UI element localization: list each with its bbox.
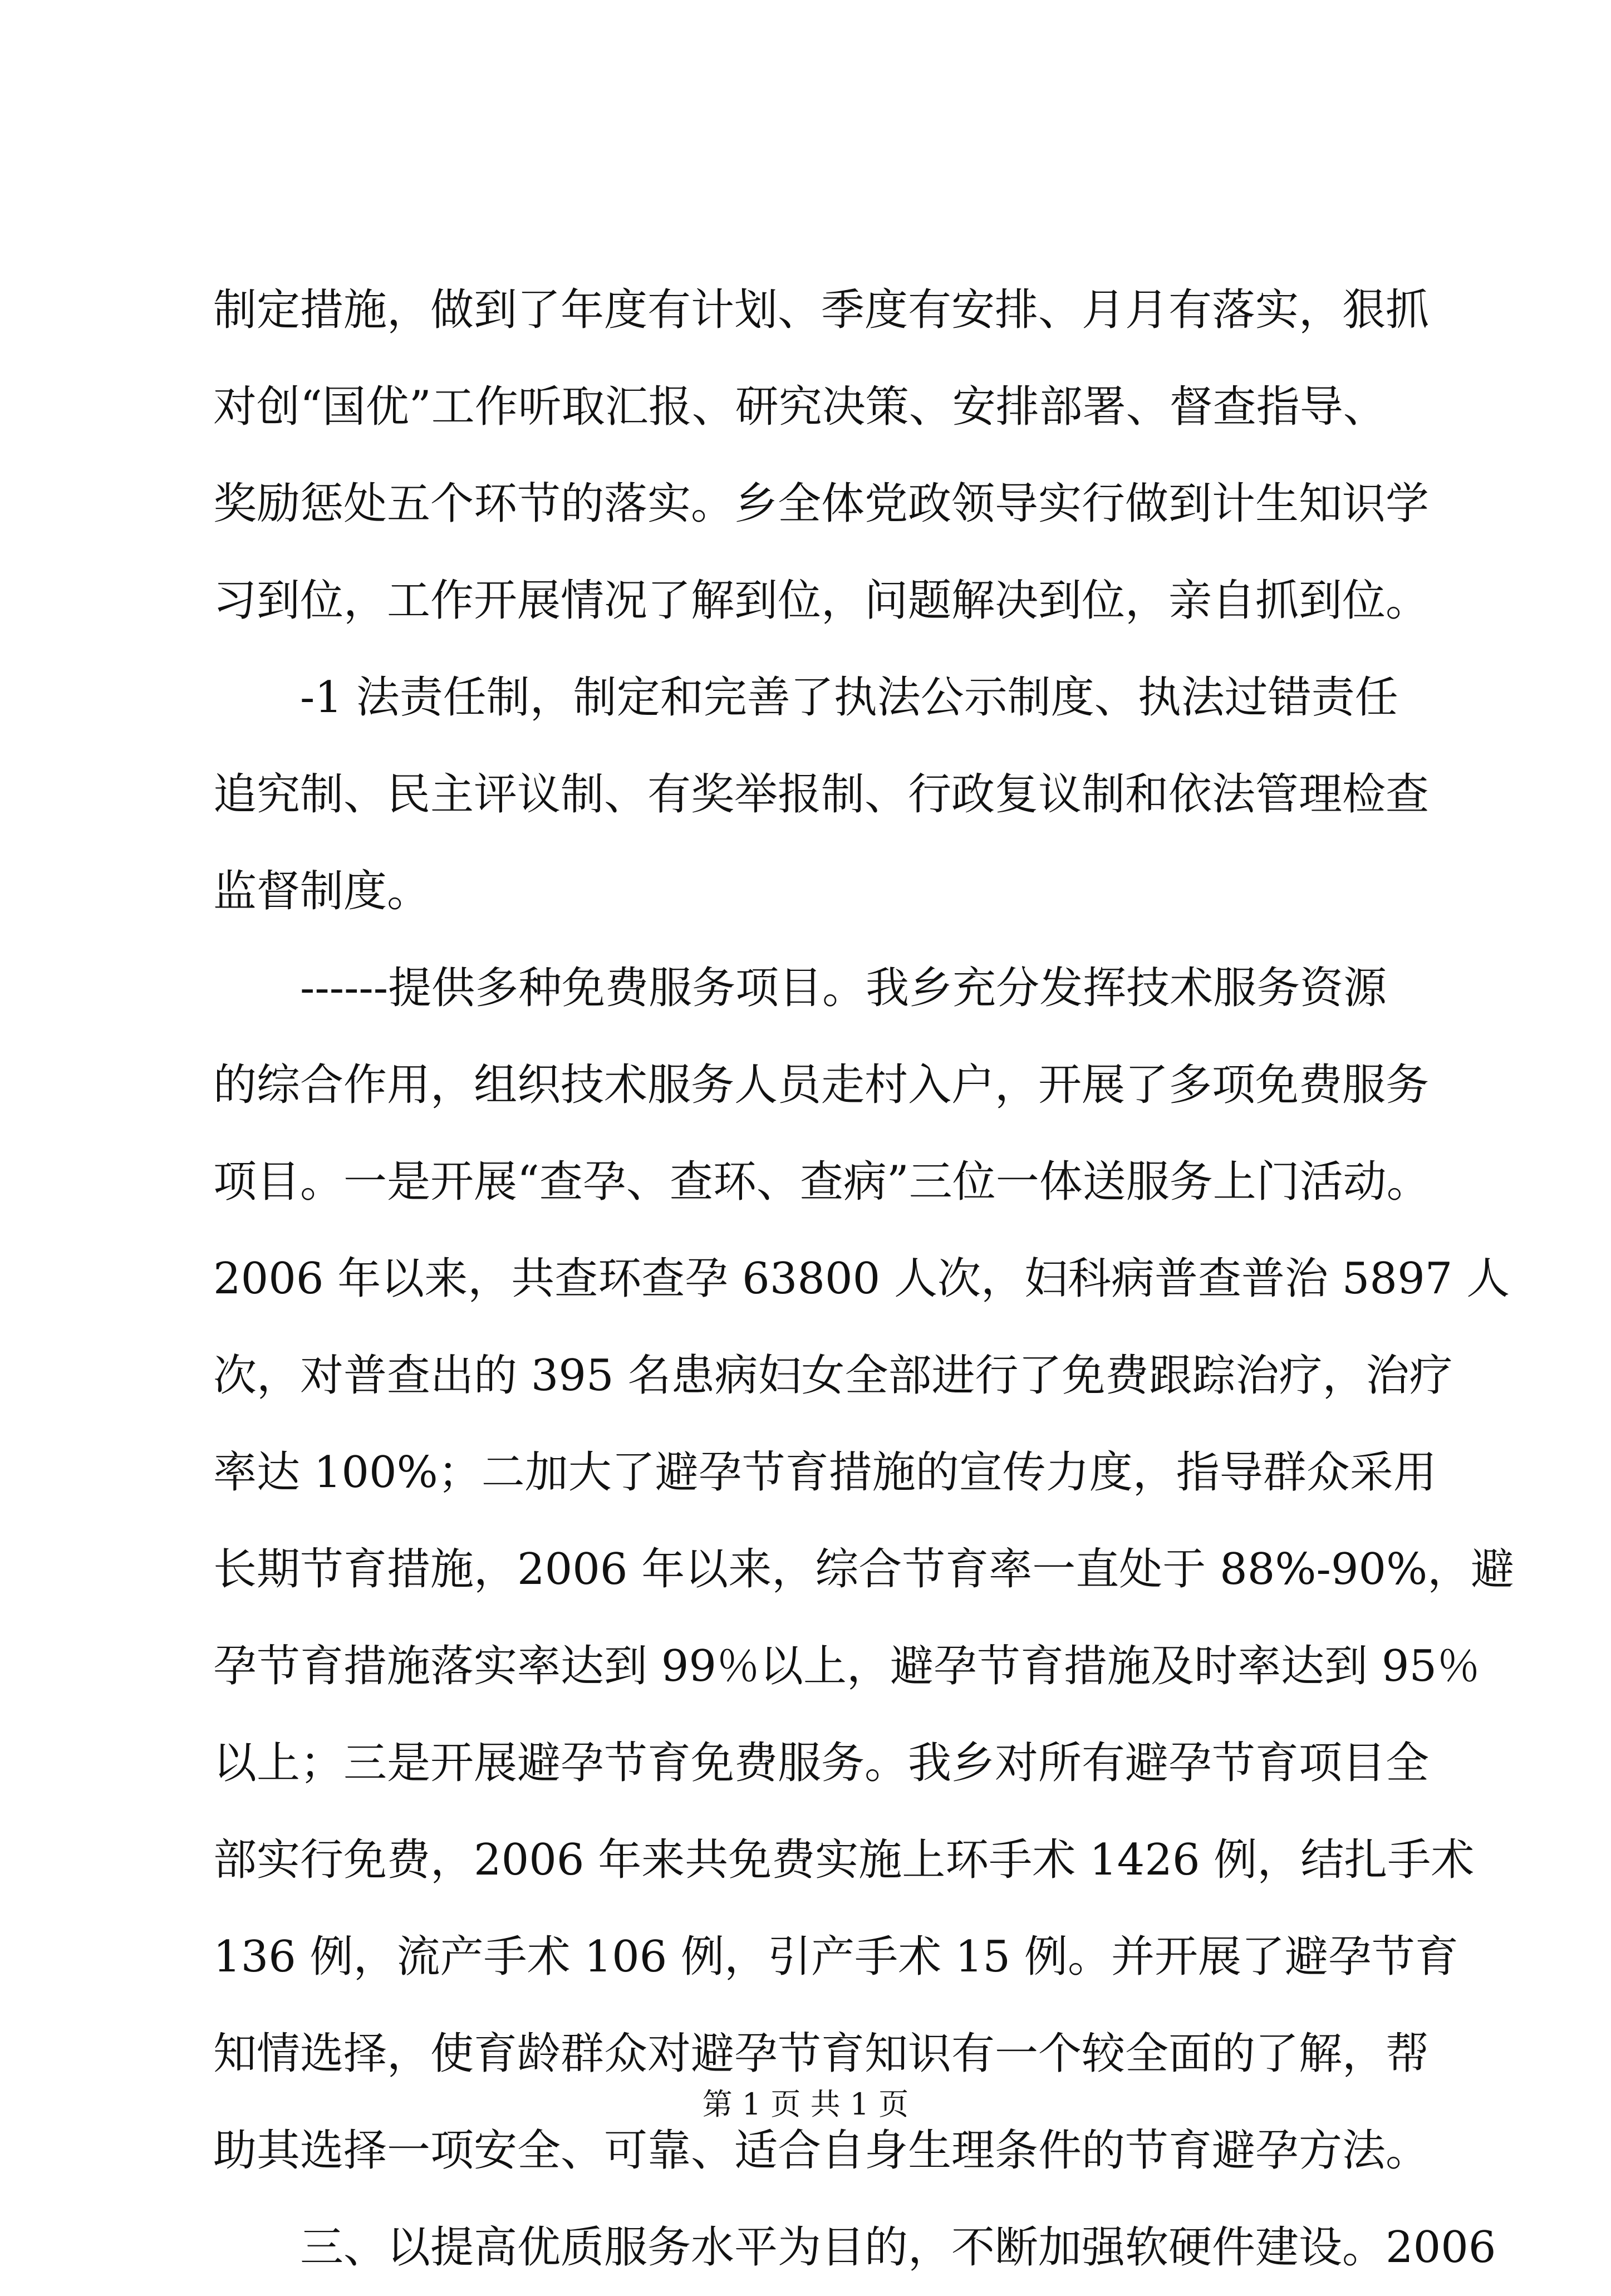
text-line: 部实行免费，2006 年来共免费实施上环手术 1426 例，结扎手术 — [213, 1835, 1475, 1885]
text-line: 习到位，工作开展情况了解到位，问题解决到位，亲自抓到位。 — [213, 576, 1430, 626]
text-line: 助其选择一项安全、可靠、适合自身生理条件的节育避孕方法。 — [213, 2126, 1430, 2176]
text-line: 孕节育措施落实率达到 99％以上，避孕节育措施及时率达到 95％ — [213, 1641, 1481, 1691]
text-line: 制定措施，做到了年度有计划、季度有安排、月月有落实，狠抓 — [213, 285, 1430, 335]
text-line: 追究制、民主评议制、有奖举报制、行政复议制和依法管理检查 — [213, 769, 1430, 820]
text-line: 2006 年以来，共查环查孕 63800 人次，妇科病普查普治 5897 人 — [213, 1254, 1510, 1304]
text-line: 知情选择，使育龄群众对避孕节育知识有一个较全面的了解，帮 — [213, 2029, 1430, 2079]
text-line: 长期节育措施，2006 年以来，综合节育率一直处于 88%-90%，避 — [213, 1544, 1515, 1595]
text-line: 次，对普查出的 395 名患病妇女全部进行了免费跟踪治疗，治疗 — [213, 1351, 1453, 1401]
text-line: 率达 100%；二加大了避孕节育措施的宣传力度，指导群众采用 — [213, 1448, 1437, 1498]
text-line: 的综合作用，组织技术服务人员走村入户，开展了多项免费服务 — [213, 1060, 1430, 1110]
page-footer: 第 1 页 共 1 页 — [702, 2087, 909, 2122]
text-line: 136 例，流产手术 106 例，引产手术 15 例。并开展了避孕节育 — [213, 1932, 1458, 1982]
text-line: 奖励惩处五个环节的落实。乡全体党政领导实行做到计生知识学 — [213, 479, 1430, 529]
text-line: 项目。一是开展“查孕、查环、查病”三位一体送服务上门活动。 — [213, 1157, 1430, 1207]
text-line: 对创“国优”工作听取汇报、研究决策、安排部署、督查指导、 — [213, 382, 1387, 432]
text-line: 以上；三是开展避孕节育免费服务。我乡对所有避孕节育项目全 — [213, 1738, 1430, 1788]
text-line: 监督制度。 — [213, 866, 431, 916]
text-line: -1 法责任制，制定和完善了执法公示制度、执法过错责任 — [300, 673, 1398, 723]
body-text — [213, 262, 1515, 2296]
text-line: 三、以提高优质服务水平为目的，不断加强软硬件建设。2006 — [300, 2223, 1496, 2273]
text-line: ------提供多种免费服务项目。我乡充分发挥技术服务资源 — [300, 963, 1387, 1013]
